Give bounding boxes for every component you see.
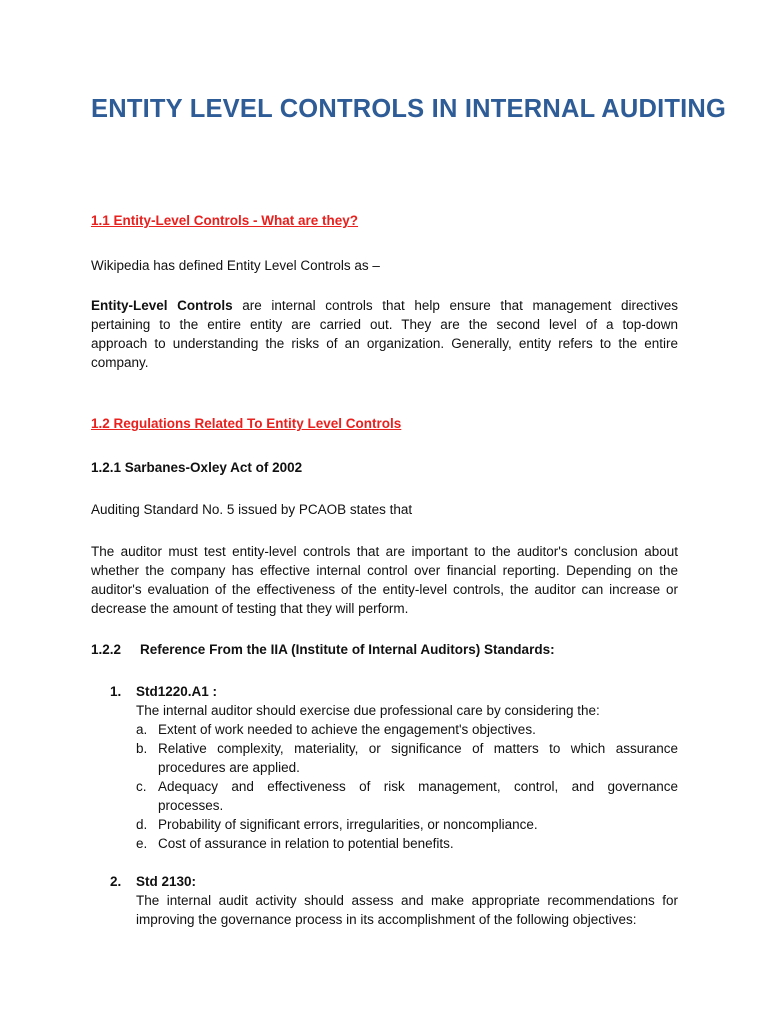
definition-line: company. bbox=[91, 355, 149, 370]
list-number: 1. bbox=[110, 684, 122, 699]
auditor-line: The auditor must test entity-level controls that are important to the auditor's conclusion about bbox=[91, 544, 678, 559]
sub-list-item bbox=[136, 777, 678, 815]
section-heading-1-2: 1.2 Regulations Related To Entity Level Controls bbox=[91, 416, 402, 431]
auditor-line: whether the company has effective internal control over financial reporting. Depending on the bbox=[91, 563, 678, 578]
sub-list-letter: e. bbox=[136, 836, 148, 851]
sub-list-item bbox=[136, 739, 678, 777]
section-heading-1-1: 1.1 Entity-Level Controls - What are they? bbox=[91, 213, 359, 228]
sub-list-text: Probability of significant errors, irregularities, or noncompliance. bbox=[158, 817, 538, 832]
sub-list-text: processes. bbox=[158, 798, 224, 813]
sub-list-item bbox=[136, 815, 678, 834]
subsection-heading-1-2-1: 1.2.1 Sarbanes-Oxley Act of 2002 bbox=[91, 460, 303, 475]
sub-list-letter: a. bbox=[136, 722, 148, 737]
sub-list bbox=[136, 720, 678, 853]
sub-list-letter: d. bbox=[136, 817, 148, 832]
sub-list-letter: b. bbox=[136, 741, 148, 756]
list-item bbox=[136, 872, 678, 929]
list-number: 2. bbox=[110, 874, 122, 889]
sub-list-item bbox=[136, 720, 678, 739]
sub-list-text: Relative complexity, materiality, or significance of matters to which assurance bbox=[158, 741, 678, 756]
page-title: ENTITY LEVEL CONTROLS IN INTERNAL AUDITING bbox=[91, 95, 727, 123]
auditor-paragraph bbox=[91, 542, 678, 618]
definition-line: approach to understanding the risks of an organization. Generally, entity refers to the entire bbox=[91, 336, 678, 351]
auditor-line: decrease the amount of testing that they will perform. bbox=[91, 601, 409, 616]
standard-intro-line: The internal audit activity should assess and make appropriate recommendations for bbox=[136, 893, 678, 908]
sub-list-text: Adequacy and effectiveness of risk management, control, and governance bbox=[158, 779, 678, 794]
as5-intro: Auditing Standard No. 5 issued by PCAOB states that bbox=[91, 502, 413, 517]
wikipedia-intro: Wikipedia has defined Entity Level Controls as – bbox=[91, 258, 380, 273]
sub-list-item bbox=[136, 834, 678, 853]
standard-intro-line: improving the governance process in its accomplishment of the following objectives: bbox=[136, 912, 637, 927]
subsection-number: 1.2.2 bbox=[91, 642, 122, 657]
definition-paragraph bbox=[91, 296, 678, 372]
standard-label: Std1220.A1 : bbox=[136, 684, 218, 699]
subsection-title: Reference From the IIA (Institute of Internal Auditors) Standards: bbox=[140, 642, 555, 657]
subsection-heading-1-2-2 bbox=[91, 640, 678, 659]
sub-list-text: Extent of work needed to achieve the engagement's objectives. bbox=[158, 722, 536, 737]
standard-label: Std 2130: bbox=[136, 874, 197, 889]
sub-list-letter: c. bbox=[136, 779, 147, 794]
list-item bbox=[136, 682, 678, 720]
definition-line: are internal controls that help ensure that management directives bbox=[232, 298, 678, 313]
sub-list-text: Cost of assurance in relation to potential benefits. bbox=[158, 836, 454, 851]
standard-intro: The internal auditor should exercise due professional care by considering the: bbox=[136, 703, 600, 718]
definition-line: pertaining to the entire entity are carried out. They are the second level of a top-down bbox=[91, 317, 678, 332]
sub-list-text: procedures are applied. bbox=[158, 760, 300, 775]
auditor-line: auditor's evaluation of the effectiveness of the entity-level controls, the auditor can increase or bbox=[91, 582, 678, 597]
definition-term: Entity-Level Controls bbox=[91, 298, 233, 313]
